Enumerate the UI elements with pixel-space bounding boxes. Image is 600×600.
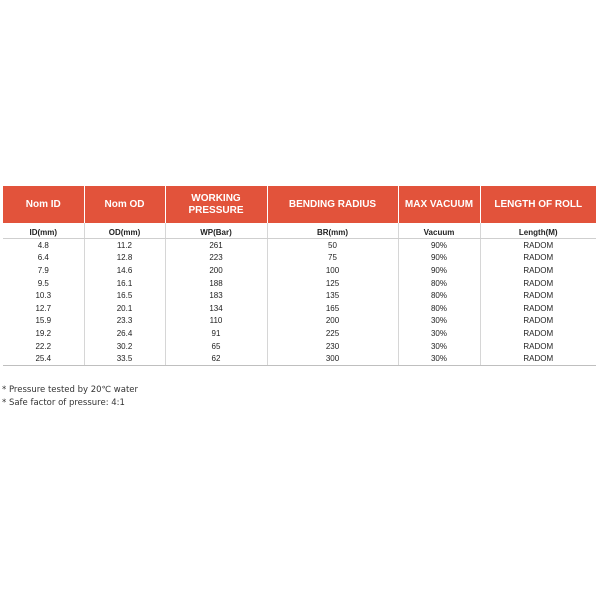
unit-cell: Vacuum bbox=[398, 223, 480, 239]
table-row bbox=[3, 340, 596, 353]
table-cell: 25.4 bbox=[3, 352, 84, 365]
table-row bbox=[3, 352, 596, 365]
header-nom-od: Nom OD bbox=[84, 186, 165, 223]
table-cell: RADOM bbox=[480, 289, 596, 302]
table-cell: 30% bbox=[398, 327, 480, 340]
unit-cell: OD(mm) bbox=[84, 223, 165, 239]
table-cell: 14.6 bbox=[84, 264, 165, 277]
table-cell: 300 bbox=[267, 352, 398, 365]
table-cell: 100 bbox=[267, 264, 398, 277]
table-cell: RADOM bbox=[480, 352, 596, 365]
spec-table bbox=[3, 186, 596, 366]
table-cell: 80% bbox=[398, 289, 480, 302]
table-cell: 188 bbox=[165, 277, 267, 290]
table-cell: RADOM bbox=[480, 239, 596, 252]
table-cell: 91 bbox=[165, 327, 267, 340]
table-cell: 183 bbox=[165, 289, 267, 302]
table-cell: 33.5 bbox=[84, 352, 165, 365]
table-cell: 261 bbox=[165, 239, 267, 252]
footnote-safe-factor: * Safe factor of pressure: 4:1 bbox=[2, 398, 125, 408]
table-cell: 10.3 bbox=[35, 291, 52, 301]
table-row bbox=[3, 252, 596, 265]
table-cell: 225 bbox=[267, 327, 398, 340]
table-cell: 223 bbox=[165, 252, 267, 265]
table-cell: 16.5 bbox=[84, 289, 165, 302]
table-cell: 80% bbox=[398, 277, 480, 290]
table-cell: RADOM bbox=[480, 340, 596, 353]
table-cell: RADOM bbox=[480, 277, 596, 290]
footnote-pressure: * Pressure tested by 20℃ water bbox=[2, 385, 139, 395]
table-cell: 134 bbox=[165, 302, 267, 315]
table-cell: RADOM bbox=[480, 264, 596, 277]
table-cell: 110 bbox=[165, 315, 267, 328]
table-cell: 125 bbox=[267, 277, 398, 290]
table-row bbox=[3, 289, 596, 302]
table-cell: 80% bbox=[398, 302, 480, 315]
table-cell: 12.7 bbox=[35, 303, 52, 313]
table-cell: 20.1 bbox=[84, 302, 165, 315]
table-cell: 4.8 bbox=[37, 240, 49, 250]
table-cell: 22.2 bbox=[35, 341, 52, 351]
table-row bbox=[3, 277, 596, 290]
header-working-pressure: WORKING PRESSURE bbox=[165, 186, 267, 223]
table-cell: RADOM bbox=[480, 252, 596, 265]
unit-cell: Length(M) bbox=[480, 223, 596, 239]
table-cell: 90% bbox=[398, 264, 480, 277]
header-nom-id: Nom ID bbox=[3, 186, 84, 223]
table-cell: 23.3 bbox=[84, 315, 165, 328]
table-cell: 16.1 bbox=[84, 277, 165, 290]
table-cell: 30% bbox=[398, 340, 480, 353]
table-cell: 6.4 bbox=[37, 253, 49, 263]
table-cell: 230 bbox=[267, 340, 398, 353]
table-cell: 75 bbox=[267, 252, 398, 265]
table-cell: 19.2 bbox=[35, 328, 52, 338]
table-cell: 62 bbox=[165, 352, 267, 365]
table-cell: 7.9 bbox=[37, 265, 49, 275]
table-row bbox=[3, 239, 596, 252]
header-length-of-roll: LENGTH OF ROLL bbox=[480, 186, 596, 223]
table-cell: 200 bbox=[267, 315, 398, 328]
table-cell: 30% bbox=[398, 315, 480, 328]
table-cell: 135 bbox=[267, 289, 398, 302]
table-row bbox=[3, 327, 596, 340]
unit-cell: WP(Bar) bbox=[165, 223, 267, 239]
table-cell: 165 bbox=[267, 302, 398, 315]
table-row bbox=[3, 264, 596, 277]
table-cell: RADOM bbox=[480, 315, 596, 328]
table-cell: 65 bbox=[165, 340, 267, 353]
table-row bbox=[3, 315, 596, 328]
unit-cell: BR(mm) bbox=[267, 223, 398, 239]
table-cell: 11.2 bbox=[84, 239, 165, 252]
table-cell: RADOM bbox=[480, 327, 596, 340]
table-cell: 90% bbox=[398, 239, 480, 252]
footnotes bbox=[2, 384, 138, 410]
table-cell: 26.4 bbox=[84, 327, 165, 340]
table-cell: 50 bbox=[267, 239, 398, 252]
units-row bbox=[3, 223, 596, 239]
unit-cell: ID(mm) bbox=[3, 223, 84, 239]
table-cell: 30% bbox=[398, 352, 480, 365]
table-cell: 12.8 bbox=[84, 252, 165, 265]
table-cell: 9.5 bbox=[37, 278, 49, 288]
header-max-vacuum: MAX VACUUM bbox=[398, 186, 480, 223]
table-cell: RADOM bbox=[480, 302, 596, 315]
table-cell: 200 bbox=[165, 264, 267, 277]
table-cell: 90% bbox=[398, 252, 480, 265]
table-cell: 30.2 bbox=[84, 340, 165, 353]
table-row bbox=[3, 302, 596, 315]
table-body bbox=[3, 223, 596, 365]
header-row bbox=[3, 186, 596, 223]
header-bending-radius: BENDING RADIUS bbox=[267, 186, 398, 223]
table-cell: 15.9 bbox=[35, 316, 52, 326]
